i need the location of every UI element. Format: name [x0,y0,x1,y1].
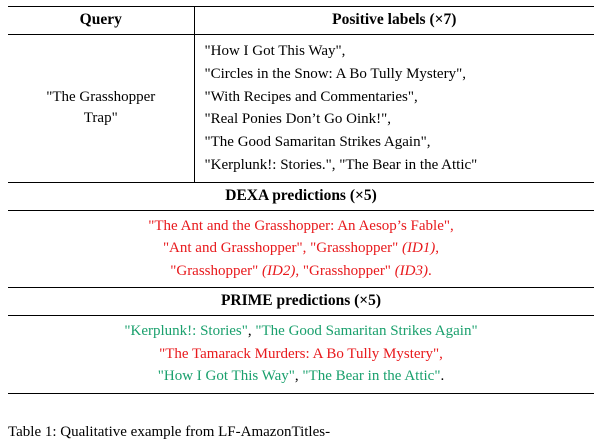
prediction-fragment: , "Grasshopper" [295,262,395,279]
table-caption: Table 1: Qualitative example from LF-AmazonTitles- [8,423,331,440]
prime-header-row [8,288,594,316]
positive-label-line: "The Good Samaritan Strikes Again", [204,134,431,151]
query-line-2: Trap" [83,110,118,127]
prediction-fragment: "Ant and Grasshopper", "Grasshopper" [162,240,402,257]
prediction-fragment: "The Good Samaritan Strikes Again" [255,323,478,340]
prime-title: PRIME predictions [220,292,351,310]
query-row [8,35,594,183]
prediction-fragment: (ID2) [262,262,296,279]
dexa-prediction-line [8,260,594,283]
positive-labels-column-header [194,7,594,35]
prime-count: (×5) [354,292,382,310]
positive-label-line: "With Recipes and Commentaries", [204,88,418,105]
prediction-fragment: "The Tamarack Murders: A Bo Tully Mystery", [159,345,443,362]
table-header-row [8,7,594,35]
prediction-fragment: (ID1) [401,240,436,257]
prediction-fragment: "Kerplunk!: Stories" [124,323,248,340]
positive-labels-header-text: Positive labels [332,11,426,28]
positive-label-line: "Circles in the Snow: A Bo Tully Mystery", [204,65,466,82]
query-line-1: "The Grasshopper [46,88,156,105]
prime-prediction-line [8,343,594,366]
positive-label-line: "Kerplunk!: Stories.", "The Bear in the Attic" [204,156,478,173]
positive-label-line: "How I Got This Way", [204,43,346,59]
dexa-predictions-cell [8,210,594,288]
prediction-fragment: , [247,323,256,340]
dexa-title: DEXA predictions [225,186,346,204]
dexa-header-row [8,182,594,210]
positive-label-line: "Real Ponies Don’t Go Oink!", [204,111,392,128]
dexa-count: (×5) [349,186,377,204]
prime-predictions-row [8,316,594,394]
prediction-fragment: "The Bear in the Attic" [302,368,441,385]
prediction-fragment: . [428,262,432,279]
positive-labels-cell [194,35,594,183]
prime-prediction-line [8,365,594,388]
prediction-fragment: "Grasshopper" [170,262,263,279]
query-text-cell [8,35,194,183]
qualitative-example-table [8,6,594,394]
prediction-fragment: , [435,240,440,257]
prediction-fragment: "The Ant and the Grasshopper: An Aesop’s Fable", [148,217,454,234]
prediction-fragment: . [440,368,445,385]
prediction-fragment: , [294,368,303,385]
prime-section-header [8,288,594,316]
dexa-predictions-row [8,210,594,288]
prime-predictions-cell [8,316,594,394]
dexa-prediction-line [8,215,594,238]
dexa-section-header [8,182,594,210]
prime-prediction-line [8,320,594,343]
prediction-fragment: (ID3) [394,262,429,279]
positive-labels-count: (×7) [429,11,457,28]
dexa-prediction-line [8,237,594,260]
prediction-fragment: "How I Got This Way" [157,368,295,385]
query-column-header: Query [8,7,194,35]
